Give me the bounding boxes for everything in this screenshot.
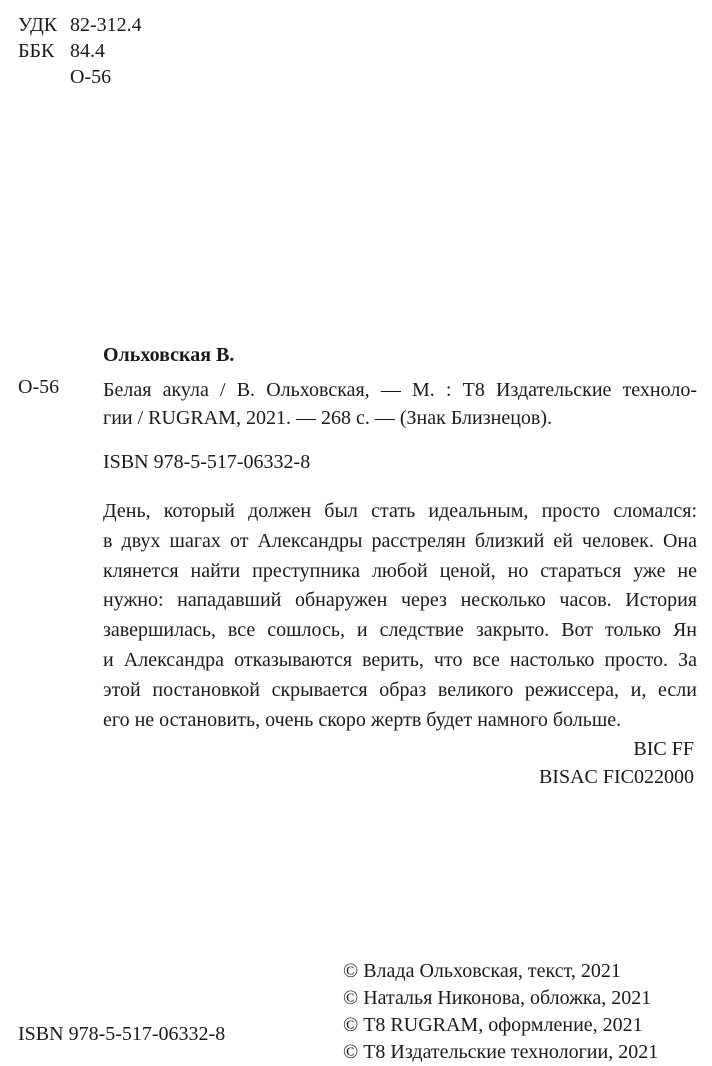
- annotation-line: этой постановкой скрывается образ великого режиссера, и, если: [103, 678, 697, 701]
- card-isbn: ISBN 978-5-517-06332-8: [103, 451, 311, 473]
- annotation-line: в двух шагах от Александры расстрелян близкий ей человек. Она: [103, 529, 697, 552]
- annotation-line: и Александра отказываются верить, что все настолько просто. За: [103, 648, 697, 671]
- udk-label: УДК: [18, 14, 58, 36]
- bbk-label: ББК: [18, 40, 55, 62]
- bibliographic-description: [103, 376, 697, 432]
- description-line: Белая акула / В. Ольховская, — М. : Т8 Издательские техноло-: [103, 379, 697, 401]
- copyright-line: © Влада Ольховская, текст, 2021: [343, 960, 621, 982]
- footer-isbn: ISBN 978-5-517-06332-8: [18, 1023, 226, 1045]
- author-sign: О-56: [70, 66, 112, 88]
- annotation-line: клянется найти преступника любой ценой, но стараться уже не: [103, 559, 697, 582]
- annotation-line: нужно: нападавший обнаружен через несколько часов. История: [103, 589, 697, 612]
- annotation-line: завершилась, все сошлось, и следствие закрыто. Вот только Ян: [103, 619, 697, 642]
- card-author-sign: О-56: [18, 376, 60, 398]
- annotation: [103, 497, 697, 735]
- bisac-code: BISAC FIC022000: [538, 766, 694, 788]
- bbk-value: 84.4: [70, 40, 105, 62]
- copyright-line: © Т8 Издательские технологии, 2021: [343, 1041, 659, 1063]
- udk-value: 82-312.4: [70, 14, 142, 36]
- card-author: Ольховская В.: [103, 344, 235, 366]
- bic-code: BIC FF: [633, 738, 694, 760]
- annotation-line: его не остановить, очень скоро жертв будет намного больше.: [103, 708, 622, 731]
- annotation-line: День, который должен был стать идеальным, просто сломался:: [103, 500, 697, 522]
- copyright-line: © Наталья Никонова, обложка, 2021: [343, 987, 652, 1009]
- description-line: гии / RUGRAM, 2021. — 268 с. — (Знак Близнецов).: [103, 407, 553, 429]
- copyright-line: © Т8 RUGRAM, оформление, 2021: [343, 1014, 643, 1036]
- copyright-block: [343, 958, 658, 1066]
